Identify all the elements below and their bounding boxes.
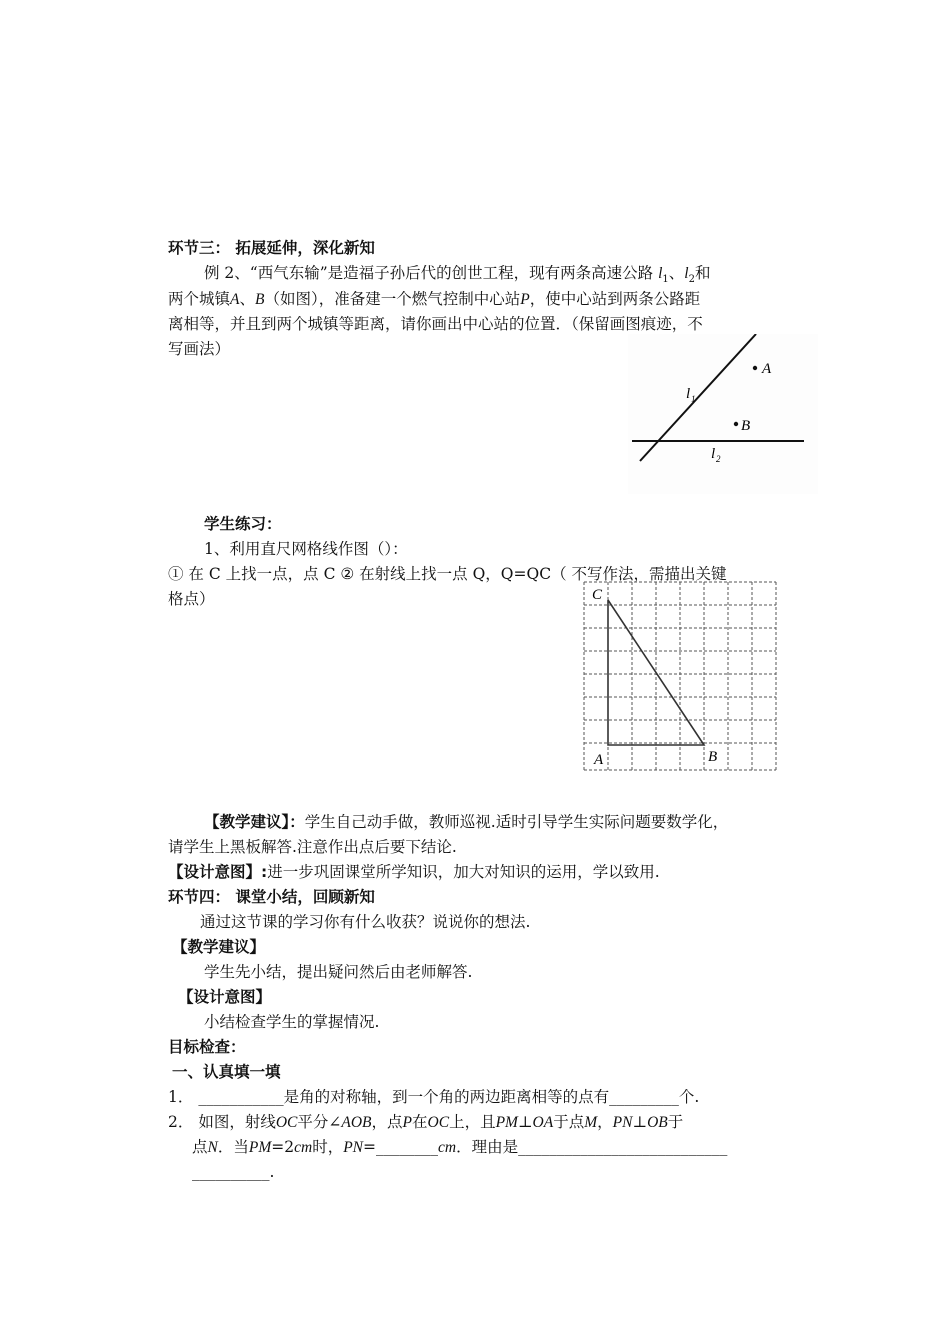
separator: 、 <box>239 290 255 308</box>
fill-in-heading: 一、认真填一填 <box>172 1063 281 1081</box>
road-l1-label: l <box>686 386 691 402</box>
q2-symbol: M <box>584 1114 598 1131</box>
town-a-dot <box>753 366 757 370</box>
design-intent2-text: 小结检查学生的掌握情况. <box>204 1013 380 1031</box>
vertex-b-label: B <box>708 749 718 765</box>
q2-text: ⊥ <box>517 1113 533 1131</box>
practice-item1: 1、利用直尺网格线作图（）： <box>204 540 408 558</box>
example2-text: 两个城镇 <box>168 290 231 308</box>
town-a: A <box>230 291 240 308</box>
point-p: P <box>520 291 530 308</box>
teaching-advice2-tag: 【教学建议】 <box>172 938 266 956</box>
grid-lines <box>584 582 776 770</box>
q2-reason-blank-continued[interactable]: __________ <box>192 1163 270 1181</box>
q2-reason-blank[interactable]: ___________________________ <box>518 1138 728 1156</box>
example2-line4: 写画法） <box>168 340 231 358</box>
q2-symbol: PM <box>248 1139 272 1156</box>
example2-text: 例 2、“西气东输”是造福子孙后代的创世工程，现有两条高速公路 <box>204 264 654 282</box>
q2-text: 平分∠ <box>297 1113 342 1131</box>
town-b: B <box>255 291 265 308</box>
vertex-c-label: C <box>592 587 603 603</box>
town-a-label: A <box>762 361 772 377</box>
design-intent2-tag: 【设计意图】 <box>178 988 272 1006</box>
q2-unit: cm <box>438 1139 457 1156</box>
question-2-line2 <box>192 1135 727 1160</box>
q2-text: ，点 <box>371 1113 403 1131</box>
q2-symbol: PM <box>495 1114 518 1131</box>
question-1 <box>168 1085 699 1110</box>
teaching-advice1-line2: 请学生上黑板解答.注意作出点后要下结论. <box>168 838 457 856</box>
q2-text: ．理由是 <box>456 1138 519 1156</box>
design-intent1 <box>168 860 660 885</box>
q2-text: = <box>363 1138 377 1156</box>
q2-symbol: OC <box>275 1114 298 1131</box>
q2-unit: cm <box>294 1139 313 1156</box>
design-intent1-text: 进一步巩固课堂所学知识，加大对知识的运用，学以致用. <box>267 863 660 881</box>
q2-text: =2 <box>271 1138 295 1156</box>
section3-heading: 环节三： 拓展延伸，深化新知 <box>168 239 375 257</box>
q2-symbol: OC <box>427 1114 450 1131</box>
teaching-advice1-line1 <box>204 810 728 835</box>
grid-figure <box>582 580 778 774</box>
q2-text: 于 <box>667 1113 684 1131</box>
separator: 、 <box>668 264 685 282</box>
example2-line2 <box>168 287 700 312</box>
town-b-label: B <box>741 418 751 434</box>
q2-symbol: OB <box>647 1114 668 1131</box>
teaching-advice1-text: 学生自己动手做，教师巡视.适时引导学生实际问题要数学化， <box>304 813 729 831</box>
q2-text: 点 <box>192 1138 208 1156</box>
q2-symbol: PN <box>612 1114 633 1131</box>
question-2-line3 <box>192 1160 274 1185</box>
teaching-advice1-tag: 【教学建议】： <box>204 813 305 831</box>
road-l1-label-sub: 1 <box>691 394 696 404</box>
q2-text: 于点 <box>553 1113 585 1131</box>
q1-blank1[interactable]: ___________ <box>198 1088 284 1106</box>
q1-text: 是角的对称轴，到一个角的两边距离相等的点有 <box>283 1088 610 1106</box>
town-b-dot <box>734 422 738 426</box>
section4-heading: 环节四： 课堂小结，回顾新知 <box>168 888 375 906</box>
road-l1-subscript: 1 <box>662 274 669 286</box>
q2-text: 在 <box>412 1113 428 1131</box>
roads-figure <box>628 334 818 494</box>
example2-line3: 离相等，并且到两个城镇等距离，请你画出中心站的位置．（保留画图痕迹，不 <box>168 315 703 333</box>
design-intent1-tag: 【设计意图】: <box>168 863 268 881</box>
teaching-advice2-text: 学生先小结，提出疑问然后由老师解答. <box>204 963 473 981</box>
practice-item1-line2: ① 在 C 上找一点，点 C ② 在射线上找一点 Q，Q=QC（ 不写作法，需描出关键 <box>168 565 727 583</box>
question-2-line1 <box>168 1110 683 1135</box>
road-l2-label-sub: 2 <box>716 454 721 464</box>
q2-answer-blank[interactable]: ________ <box>376 1138 439 1156</box>
road-l1-symbol: l <box>658 265 663 282</box>
q2-text: ⊥ <box>632 1113 648 1131</box>
road-l2-label: l <box>711 446 716 462</box>
example2-tail: 和 <box>694 264 711 282</box>
q2-symbol: AOB <box>341 1114 372 1131</box>
q2-text: 如图，射线 <box>198 1113 276 1131</box>
figure-background <box>628 334 818 494</box>
q2-symbol: PN <box>343 1139 364 1156</box>
q2-end: . <box>269 1163 275 1181</box>
q1-tail: 个. <box>678 1088 700 1106</box>
q2-text: ．当 <box>217 1138 249 1156</box>
q1-blank2[interactable]: _________ <box>609 1088 679 1106</box>
q2-number: 2． <box>168 1113 194 1131</box>
q2-symbol: P <box>402 1114 412 1131</box>
q2-text: ， <box>597 1113 613 1131</box>
practice-heading: 学生练习： <box>204 515 282 533</box>
check-heading: 目标检查： <box>168 1038 246 1056</box>
road-l2-subscript: 2 <box>688 274 695 286</box>
q2-text: 上，且 <box>449 1113 496 1131</box>
vertex-a-label: A <box>594 752 604 768</box>
practice-item1-line3: 格点） <box>168 590 215 608</box>
q2-text: 时， <box>312 1138 344 1156</box>
q2-symbol: OA <box>532 1114 554 1131</box>
example2-text: ，使中心站到两条公路距 <box>529 290 701 308</box>
section4-text: 通过这节课的学习你有什么收获？说说你的想法. <box>200 913 531 931</box>
example2-text: （如图），准备建一个燃气控制中心站 <box>264 290 521 308</box>
road-l2-symbol: l <box>684 265 689 282</box>
q1-number: 1． <box>168 1088 194 1106</box>
q2-symbol: N <box>207 1139 218 1156</box>
